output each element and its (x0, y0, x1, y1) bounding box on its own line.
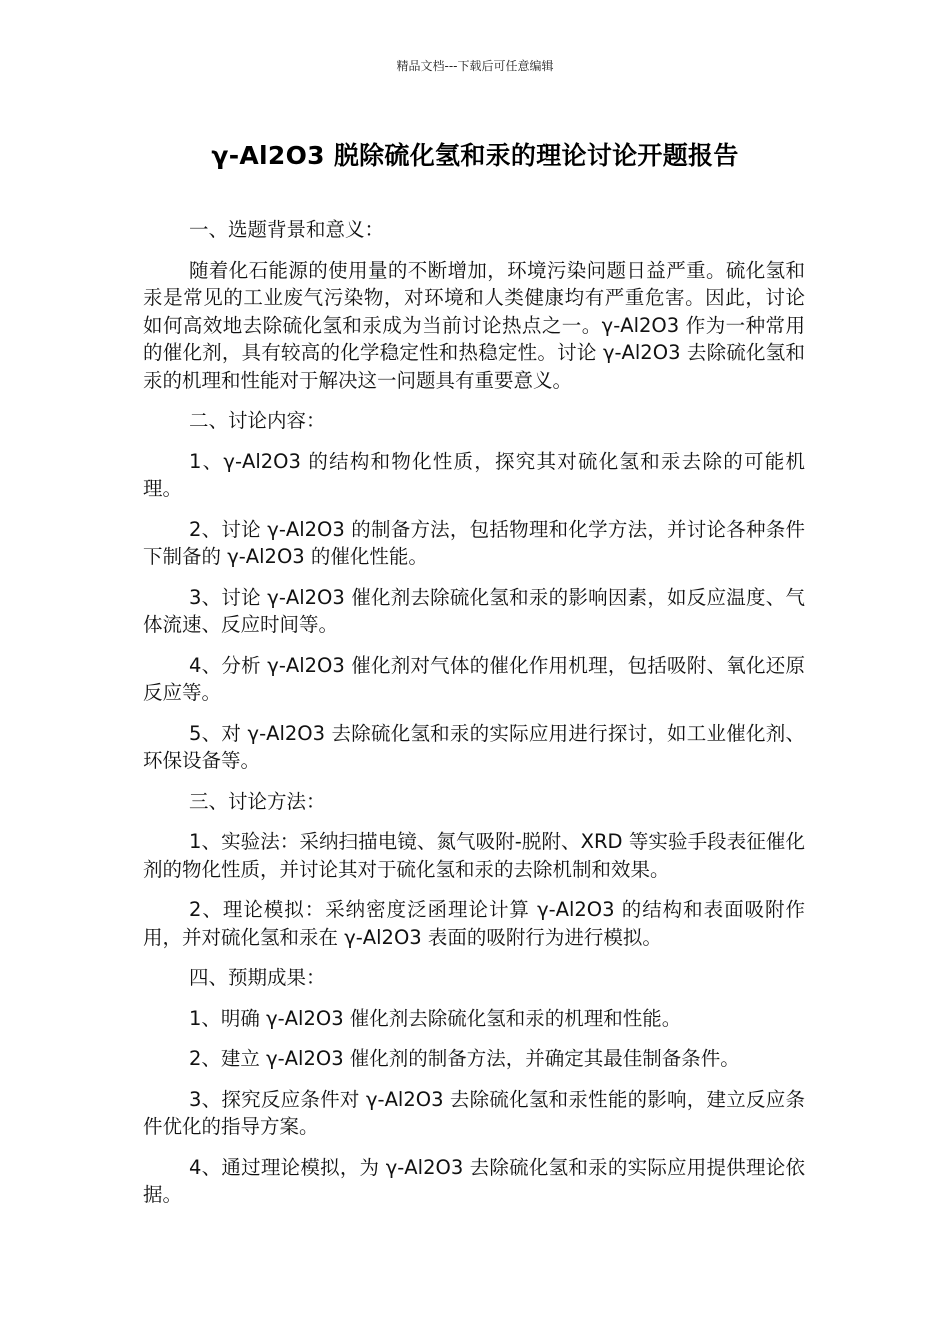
document-title: γ-Al2O3 脱除硫化氢和汞的理论讨论开题报告 (211, 141, 739, 170)
outcome-item-3: 3、探究反应条件对 γ-Al2O3 去除硫化氢和汞性能的影响，建立反应条件优化的指导方案。 (143, 1087, 805, 1138)
section-heading-background: 一、选题背景和意义： (189, 218, 385, 241)
content-item-1: 1、γ-Al2O3 的结构和物化性质，探究其对硫化氢和汞去除的可能机理。 (143, 449, 805, 500)
page-header: 精品文档---下载后可任意编辑 (396, 59, 554, 73)
section-heading-methods: 三、讨论方法： (189, 789, 326, 813)
outcome-item-4: 4、通过理论模拟，为 γ-Al2O3 去除硫化氢和汞的实际应用提供理论依据。 (143, 1155, 805, 1206)
content-item-2: 2、讨论 γ-Al2O3 的制备方法，包括物理和化学方法，并讨论各种条件下制备的 γ-Al2O3 的催化性能。 (143, 517, 805, 568)
section-heading-outcomes: 四、预期成果： (189, 966, 326, 989)
outcome-item-2: 2、建立 γ-Al2O3 催化剂的制备方法，并确定其最佳制备条件。 (189, 1047, 740, 1070)
method-item-2: 2、理论模拟：采纳密度泛函理论计算 γ-Al2O3 的结构和表面吸附作用，并对硫化氢和汞在 γ-Al2O3 表面的吸附行为进行模拟。 (143, 898, 805, 949)
background-paragraph: 随着化石能源的使用量的不断增加，环境污染问题日益严重。硫化氢和汞是常见的工业废气污染物，对环境和人类健康均有严重危害。因此，讨论如何高效地去除硫化氢和汞成为当前讨论热点之一。γ-Al2O3 作为一种常用的催化剂，具有较高的化学稳定性和热稳定性。讨论 γ-Al2O3 去除硫化氢和汞的机理和性能对于解决这一问题具有重要意义。 (143, 258, 805, 392)
content-item-3: 3、讨论 γ-Al2O3 催化剂去除硫化氢和汞的影响因素，如反应温度、气体流速、反应时间等。 (143, 585, 805, 636)
document-body (143, 216, 805, 1222)
content-item-4: 4、分析 γ-Al2O3 催化剂对气体的催化作用机理，包括吸附、氧化还原反应等。 (143, 653, 805, 704)
content-item-5: 5、对 γ-Al2O3 去除硫化氢和汞的实际应用进行探讨，如工业催化剂、环保设备等。 (143, 721, 805, 772)
outcome-item-1: 1、明确 γ-Al2O3 催化剂去除硫化氢和汞的机理和性能。 (189, 1006, 682, 1030)
section-heading-content: 二、讨论内容： (189, 409, 326, 432)
method-item-1: 1、实验法：采纳扫描电镜、氮气吸附-脱附、XRD 等实验手段表征催化剂的物化性质，并讨论其对于硫化氢和汞的去除机制和效果。 (143, 830, 805, 881)
